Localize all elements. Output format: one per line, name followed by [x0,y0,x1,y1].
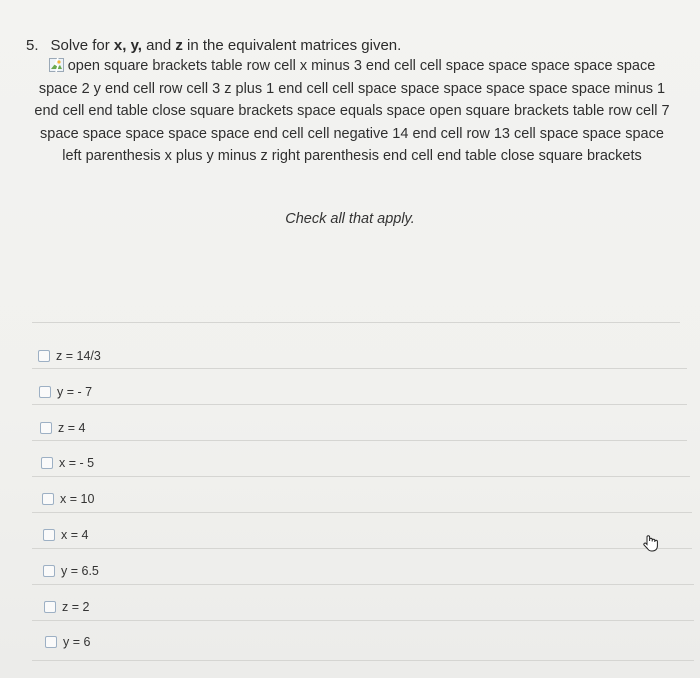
answer-label: z = 14/3 [56,349,101,363]
answer-checkbox[interactable] [40,422,52,434]
answer-checkbox[interactable] [43,529,55,541]
answer-label: x = 10 [60,492,95,507]
alt-text-content: open square brackets table row cell x minus 3 end cell cell space space space space space space 2 y end cell row cell 3 z plus 1 end cell cell space space space space space space minus 1 end cell end table close square brackets space equals space open square brackets table row cell 7 space space space space space end cell cell negative 14 end cell row 13 cell space space space left parenthesis x plus y minus z right parenthesis end cell end table close square brackets [34,58,670,164]
answer-checkbox[interactable] [41,457,53,469]
answer-label: z = 2 [62,599,90,614]
answer-checkbox[interactable] [44,601,56,613]
option-divider [32,404,687,405]
option-divider [32,322,680,323]
answer-option[interactable] [40,421,85,435]
answer-option[interactable] [43,564,99,578]
answer-label: x = 4 [61,528,89,542]
option-divider [32,584,694,585]
answer-label: y = 6.5 [61,563,99,578]
option-divider [32,368,687,369]
answer-option[interactable] [45,635,90,649]
answer-option[interactable] [38,349,101,363]
question-prompt: Solve for x, y, and z in the equivalent matrices given. [50,37,402,54]
answer-checkbox[interactable] [39,386,51,398]
option-divider [32,620,694,621]
answer-label: y = - 7 [57,384,93,399]
question-number: 5. [26,37,39,54]
answer-checkbox[interactable] [43,565,55,577]
hand-cursor-icon [641,533,661,553]
answer-option[interactable] [42,492,94,506]
answer-checkbox[interactable] [42,493,54,505]
option-divider [32,660,694,661]
answer-label: x = - 5 [59,456,95,471]
matrix-image-alt-text [32,55,672,168]
answer-option[interactable] [41,456,94,470]
option-divider [32,476,690,477]
answer-label: y = 6 [63,635,91,650]
answer-checkbox[interactable] [45,636,57,648]
answer-label: z = 4 [58,420,86,435]
answer-option[interactable] [44,600,89,614]
instruction-text: Check all that apply. [285,211,415,227]
answer-option[interactable] [39,385,92,399]
broken-image-icon [49,58,64,72]
question-header [26,37,401,54]
option-divider [32,512,692,513]
option-divider [32,548,692,549]
answer-option[interactable] [43,528,88,542]
answer-checkbox[interactable] [38,350,50,362]
option-divider [32,440,687,441]
